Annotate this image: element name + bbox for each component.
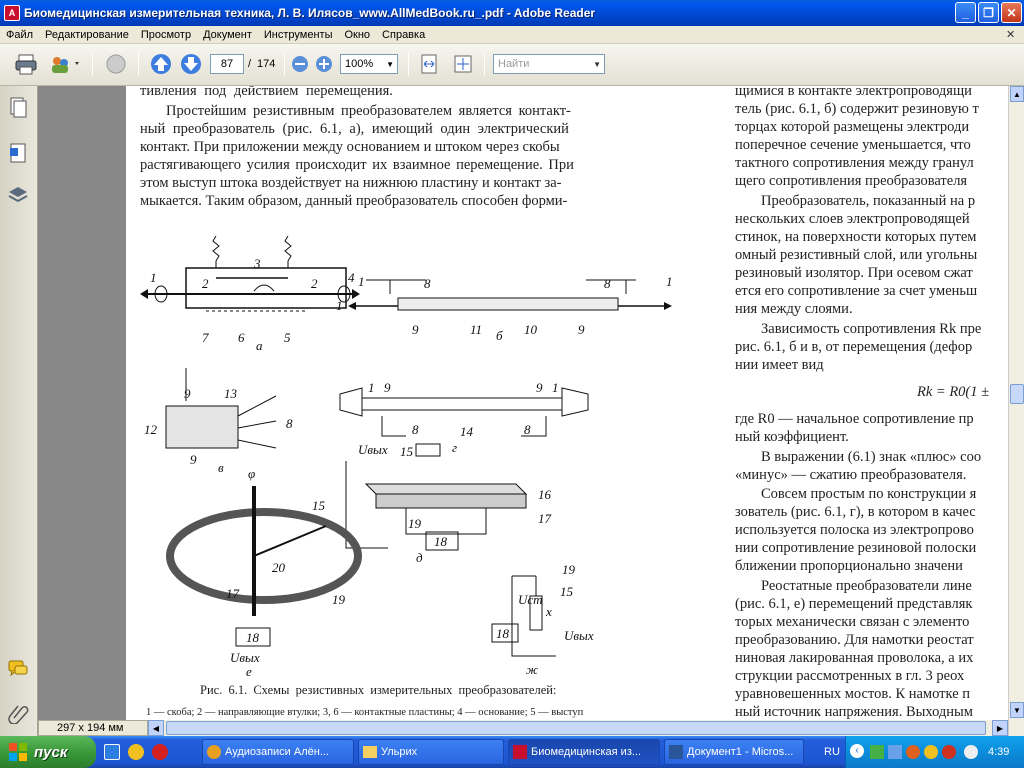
quicklaunch-opera-icon[interactable] bbox=[152, 744, 168, 760]
close-button[interactable]: ✕ bbox=[1001, 2, 1022, 23]
label: Uст bbox=[518, 592, 543, 607]
folder-icon bbox=[363, 746, 377, 758]
text-line: ниновая лакированная проволока, а их bbox=[735, 650, 974, 666]
toolbar bbox=[0, 44, 1024, 86]
chrome-icon bbox=[207, 745, 221, 759]
scheme-e bbox=[170, 486, 358, 646]
find-placeholder: Найти bbox=[498, 58, 530, 70]
label: 18 bbox=[496, 626, 509, 641]
label: 6 bbox=[238, 330, 245, 345]
chevron-left-icon[interactable]: ‹ bbox=[850, 744, 864, 758]
horizontal-scrollbar[interactable] bbox=[38, 720, 1008, 736]
page-number-input[interactable]: 87 bbox=[210, 54, 244, 74]
label: в bbox=[218, 460, 224, 475]
zoom-out-icon bbox=[291, 55, 309, 73]
scroll-up-icon[interactable]: ▲ bbox=[1010, 86, 1024, 102]
page-size-status: 297 x 194 мм bbox=[38, 720, 148, 736]
scroll-thumb[interactable] bbox=[1010, 384, 1024, 404]
menu-window[interactable]: Окно bbox=[344, 28, 371, 41]
text-line: «минус» — сжатию преобразователя. bbox=[735, 467, 967, 483]
formula: Rk = R0(1 ± bbox=[917, 384, 990, 400]
label: Uвых bbox=[358, 442, 388, 457]
language-indicator[interactable]: RU bbox=[824, 746, 840, 758]
antivirus-icon[interactable] bbox=[924, 745, 938, 759]
label: 5 bbox=[284, 330, 291, 345]
fit-width-icon bbox=[418, 53, 440, 75]
system-tray bbox=[824, 736, 1024, 768]
task-label: Аудиозаписи Алён... bbox=[225, 746, 329, 758]
previous-page-button[interactable] bbox=[148, 52, 174, 76]
label: 19 bbox=[408, 516, 421, 531]
comments-icon[interactable] bbox=[7, 658, 29, 680]
bookmarks-icon[interactable] bbox=[7, 142, 29, 164]
zoom-out-button[interactable] bbox=[290, 52, 310, 76]
find-input[interactable] bbox=[493, 54, 605, 74]
label: 2 bbox=[202, 276, 209, 291]
menu-document[interactable]: Документ bbox=[203, 28, 252, 41]
text-line: щимися в контакте электропроводящи bbox=[735, 86, 972, 99]
text-line: Преобразователь, показанный на р bbox=[761, 193, 976, 209]
text-line: Совсем простым по конструкции я bbox=[761, 486, 977, 502]
tray-app-icon[interactable] bbox=[906, 745, 920, 759]
text-line: нии имеет вид bbox=[735, 357, 824, 373]
next-page-button[interactable] bbox=[178, 52, 204, 76]
text-line: резиновый изолятор. При осевом сжат bbox=[735, 265, 973, 281]
chevron-down-icon: ▼ bbox=[386, 59, 394, 69]
task-audio[interactable] bbox=[202, 739, 354, 765]
text-line: тактного сопротивления между гранул bbox=[735, 155, 974, 171]
volume-icon[interactable] bbox=[888, 745, 902, 759]
label: 15 bbox=[560, 584, 573, 599]
zoom-value: 100% bbox=[345, 58, 374, 70]
zoom-in-icon bbox=[315, 55, 333, 73]
task-label: Документ1 - Micros... bbox=[687, 746, 794, 758]
attachments-icon[interactable] bbox=[7, 702, 29, 724]
label: 10 bbox=[524, 322, 537, 337]
printer-icon bbox=[14, 53, 38, 75]
label: 8 bbox=[286, 416, 293, 431]
label: 3 bbox=[254, 256, 261, 271]
label: 13 bbox=[224, 386, 237, 401]
label: 8 bbox=[604, 276, 611, 291]
label: 1 bbox=[368, 380, 375, 395]
label: 1 bbox=[150, 270, 157, 285]
label: 20 bbox=[272, 560, 285, 575]
text-line: щего сопротивления преобразователя bbox=[735, 173, 968, 189]
text-line: торых механически связан с элементо bbox=[735, 614, 970, 630]
label: 15 bbox=[312, 498, 325, 513]
label: 9 bbox=[184, 386, 191, 401]
menu-edit[interactable]: Редактирование bbox=[45, 28, 129, 41]
h-scroll-thumb[interactable] bbox=[166, 721, 986, 735]
label: г bbox=[452, 440, 458, 455]
text-line: ный преобразователь (рис. 6.1, а), имеющий один электрический bbox=[140, 121, 569, 137]
quicklaunch-avast-icon[interactable] bbox=[128, 744, 144, 760]
quicklaunch-ie-icon[interactable] bbox=[104, 744, 120, 760]
label: 9 bbox=[412, 322, 419, 337]
word-icon bbox=[669, 745, 683, 759]
text-line: рис. 6.1, б и в, от перемещения (дефор bbox=[735, 339, 973, 355]
text-line: растягивающего усилия происходит их взаимное перемещение. При bbox=[140, 157, 574, 173]
label: 12 bbox=[144, 422, 157, 437]
text-line: преобразованию. Для намотки реостат bbox=[735, 632, 974, 648]
fit-page-button[interactable] bbox=[450, 52, 476, 76]
text-line: этом выступ штока воздействует на нижнюю пластину и контакт за- bbox=[140, 175, 562, 191]
label: б bbox=[496, 328, 503, 343]
text-line: (рис. 6.1, е) перемещений представляк bbox=[735, 596, 973, 612]
text-line: зователь (рис. 6.1, г), в котором в качес bbox=[735, 504, 976, 520]
document-area[interactable] bbox=[38, 86, 1008, 736]
figure-caption: Рис. 6.1. Схемы резистивных измерительных преобразователей: bbox=[200, 683, 557, 697]
resistive-transducer-figure bbox=[126, 216, 738, 686]
minimize-button[interactable]: _ bbox=[955, 2, 976, 23]
page-total: 174 bbox=[257, 58, 276, 70]
taskbar bbox=[0, 736, 1024, 768]
text-line: Простейшим резистивным преобразователем является контакт- bbox=[166, 103, 571, 119]
text-line: мыкается. Таким образом, данный преобразователь способен форми- bbox=[140, 193, 568, 209]
text-line: ный коэффициент. bbox=[735, 429, 849, 445]
arrow-up-icon bbox=[150, 53, 172, 75]
text-line: Реостатные преобразователи лине bbox=[761, 578, 972, 594]
label: д bbox=[416, 550, 423, 565]
task-adobe-reader[interactable] bbox=[508, 739, 660, 765]
zoom-select[interactable] bbox=[340, 54, 398, 74]
hand-icon bbox=[104, 53, 128, 75]
pdf-page-left bbox=[126, 86, 738, 736]
text-line: тивления под действием перемещения. bbox=[140, 86, 393, 99]
maximize-button[interactable]: ❐ bbox=[978, 2, 999, 23]
windows-logo-icon bbox=[8, 742, 28, 762]
clock-tray-icon[interactable] bbox=[964, 745, 978, 759]
task-word[interactable] bbox=[664, 739, 804, 765]
arrow-down-icon bbox=[180, 53, 202, 75]
text-line: ближении пропорционально значени bbox=[735, 558, 963, 574]
text-line: торцах которой размещены электроди bbox=[735, 119, 970, 135]
adobe-reader-icon: A bbox=[4, 5, 20, 21]
label: 17 bbox=[226, 586, 239, 601]
label: 7 bbox=[202, 330, 209, 345]
scroll-left-icon[interactable]: ◀ bbox=[148, 720, 164, 736]
scroll-down-icon[interactable]: ▼ bbox=[1010, 702, 1024, 718]
pages-icon[interactable] bbox=[7, 96, 29, 118]
opera-tray-icon[interactable] bbox=[942, 745, 956, 759]
label: 4 bbox=[348, 270, 355, 285]
title-bar bbox=[0, 0, 1024, 26]
scheme-v bbox=[166, 368, 276, 448]
label: 18 bbox=[434, 534, 447, 549]
label: 14 bbox=[460, 424, 473, 439]
pdf-page-right bbox=[721, 86, 1008, 736]
text-line: В выражении (6.1) знак «плюс» соо bbox=[761, 449, 982, 465]
text-line: ния между слоями. bbox=[735, 301, 853, 317]
scheme-b bbox=[348, 280, 672, 310]
label: 9 bbox=[578, 322, 585, 337]
label: е bbox=[246, 664, 252, 679]
label: 1 bbox=[666, 274, 673, 289]
label: Uвых bbox=[230, 650, 260, 665]
pdf-icon bbox=[513, 745, 527, 759]
text-line: нии сопротивление резиновой полоски bbox=[735, 540, 977, 556]
figure-legend: 1 — скоба; 2 — направляющие втулки; 3, 6 — контактные пластины; 4 — основание; 5 — выступ bbox=[146, 707, 584, 718]
text-line: используется полоска из электропрово bbox=[735, 522, 974, 538]
menu-file[interactable]: Файл bbox=[6, 28, 34, 41]
label: 2 bbox=[311, 276, 318, 291]
text-line: омный резистивный слой, или угольны bbox=[735, 247, 978, 263]
label: ж bbox=[526, 662, 539, 677]
label: 8 bbox=[524, 422, 531, 437]
text-line: тель (рис. 6.1, б) содержит резиновую т bbox=[735, 101, 979, 117]
scroll-right-icon[interactable]: ▶ bbox=[992, 720, 1008, 736]
print-button[interactable] bbox=[12, 52, 40, 76]
fit-width-button[interactable] bbox=[416, 52, 442, 76]
start-label: пуск bbox=[34, 743, 68, 761]
navigation-sidebar bbox=[0, 86, 38, 736]
label: 11 bbox=[470, 322, 483, 337]
page-separator: / bbox=[248, 58, 252, 70]
text-line: Зависимость сопротивления Rk пре bbox=[761, 321, 982, 337]
task-folder[interactable] bbox=[358, 739, 504, 765]
clock[interactable]: 4:39 bbox=[988, 746, 1010, 758]
label: 8 bbox=[424, 276, 431, 291]
window-title: Биомедицинская измерительная техника, Л. В. Илясов_www.AllMedBook.ru_.pdf - Adobe Reader bbox=[24, 6, 596, 20]
task-label: Биомедицинская из... bbox=[531, 746, 642, 758]
label: 9 bbox=[536, 380, 543, 395]
text-line: ный источник напряжения. Выходным bbox=[735, 704, 973, 720]
zoom-in-button[interactable] bbox=[314, 52, 334, 76]
text-line: поперечное сечение уменьшается, что bbox=[735, 137, 971, 153]
label: 1 bbox=[358, 274, 365, 289]
layers-icon[interactable] bbox=[7, 184, 29, 206]
text-line: ется его сопротивление за счет уменьш bbox=[735, 283, 978, 299]
menu-view[interactable]: Просмотр bbox=[140, 28, 192, 41]
label: Uвых bbox=[564, 628, 594, 643]
text-line: уравновешенных мостов. К намотке п bbox=[735, 686, 971, 702]
task-label: Ульрих bbox=[381, 746, 418, 758]
collaborate-button[interactable] bbox=[48, 52, 84, 76]
label: 8 bbox=[412, 422, 419, 437]
vertical-scrollbar[interactable] bbox=[1008, 86, 1024, 736]
label: а bbox=[256, 338, 263, 353]
menu-close-icon[interactable]: ✕ bbox=[1006, 29, 1016, 41]
label: 18 bbox=[246, 630, 259, 645]
menu-bar bbox=[0, 26, 1024, 44]
fit-page-icon bbox=[452, 53, 474, 75]
text-line: стинок, на поверхности которых путем bbox=[735, 229, 977, 245]
label: 1 bbox=[552, 380, 559, 395]
label: 17 bbox=[538, 511, 551, 526]
label: φ bbox=[248, 466, 256, 481]
text-line: контакт. При приложении между основанием и штоком через скобы bbox=[140, 139, 560, 155]
text-line: нескольких слоев электропроводящей bbox=[735, 211, 970, 227]
menu-tools[interactable]: Инструменты bbox=[263, 28, 333, 41]
chevron-down-icon: ▼ bbox=[593, 59, 601, 69]
label: 19 bbox=[332, 592, 345, 607]
label: 9 bbox=[190, 452, 197, 467]
text-line: струкции рассмотренных в гл. 3 реох bbox=[735, 668, 965, 684]
network-icon[interactable] bbox=[870, 745, 884, 759]
label: 9 bbox=[384, 380, 391, 395]
start-button[interactable] bbox=[0, 736, 96, 768]
label: 1 bbox=[336, 298, 343, 313]
label: 16 bbox=[538, 487, 551, 502]
label: 19 bbox=[562, 562, 575, 577]
menu-help[interactable]: Справка bbox=[382, 28, 426, 41]
collaborate-icon bbox=[49, 53, 83, 75]
hand-tool-button[interactable] bbox=[102, 52, 130, 76]
label: x bbox=[546, 604, 552, 619]
label: 15 bbox=[400, 444, 413, 459]
text-line: где R0 — начальное сопротивление пр bbox=[735, 411, 974, 427]
scheme-a bbox=[140, 236, 360, 311]
